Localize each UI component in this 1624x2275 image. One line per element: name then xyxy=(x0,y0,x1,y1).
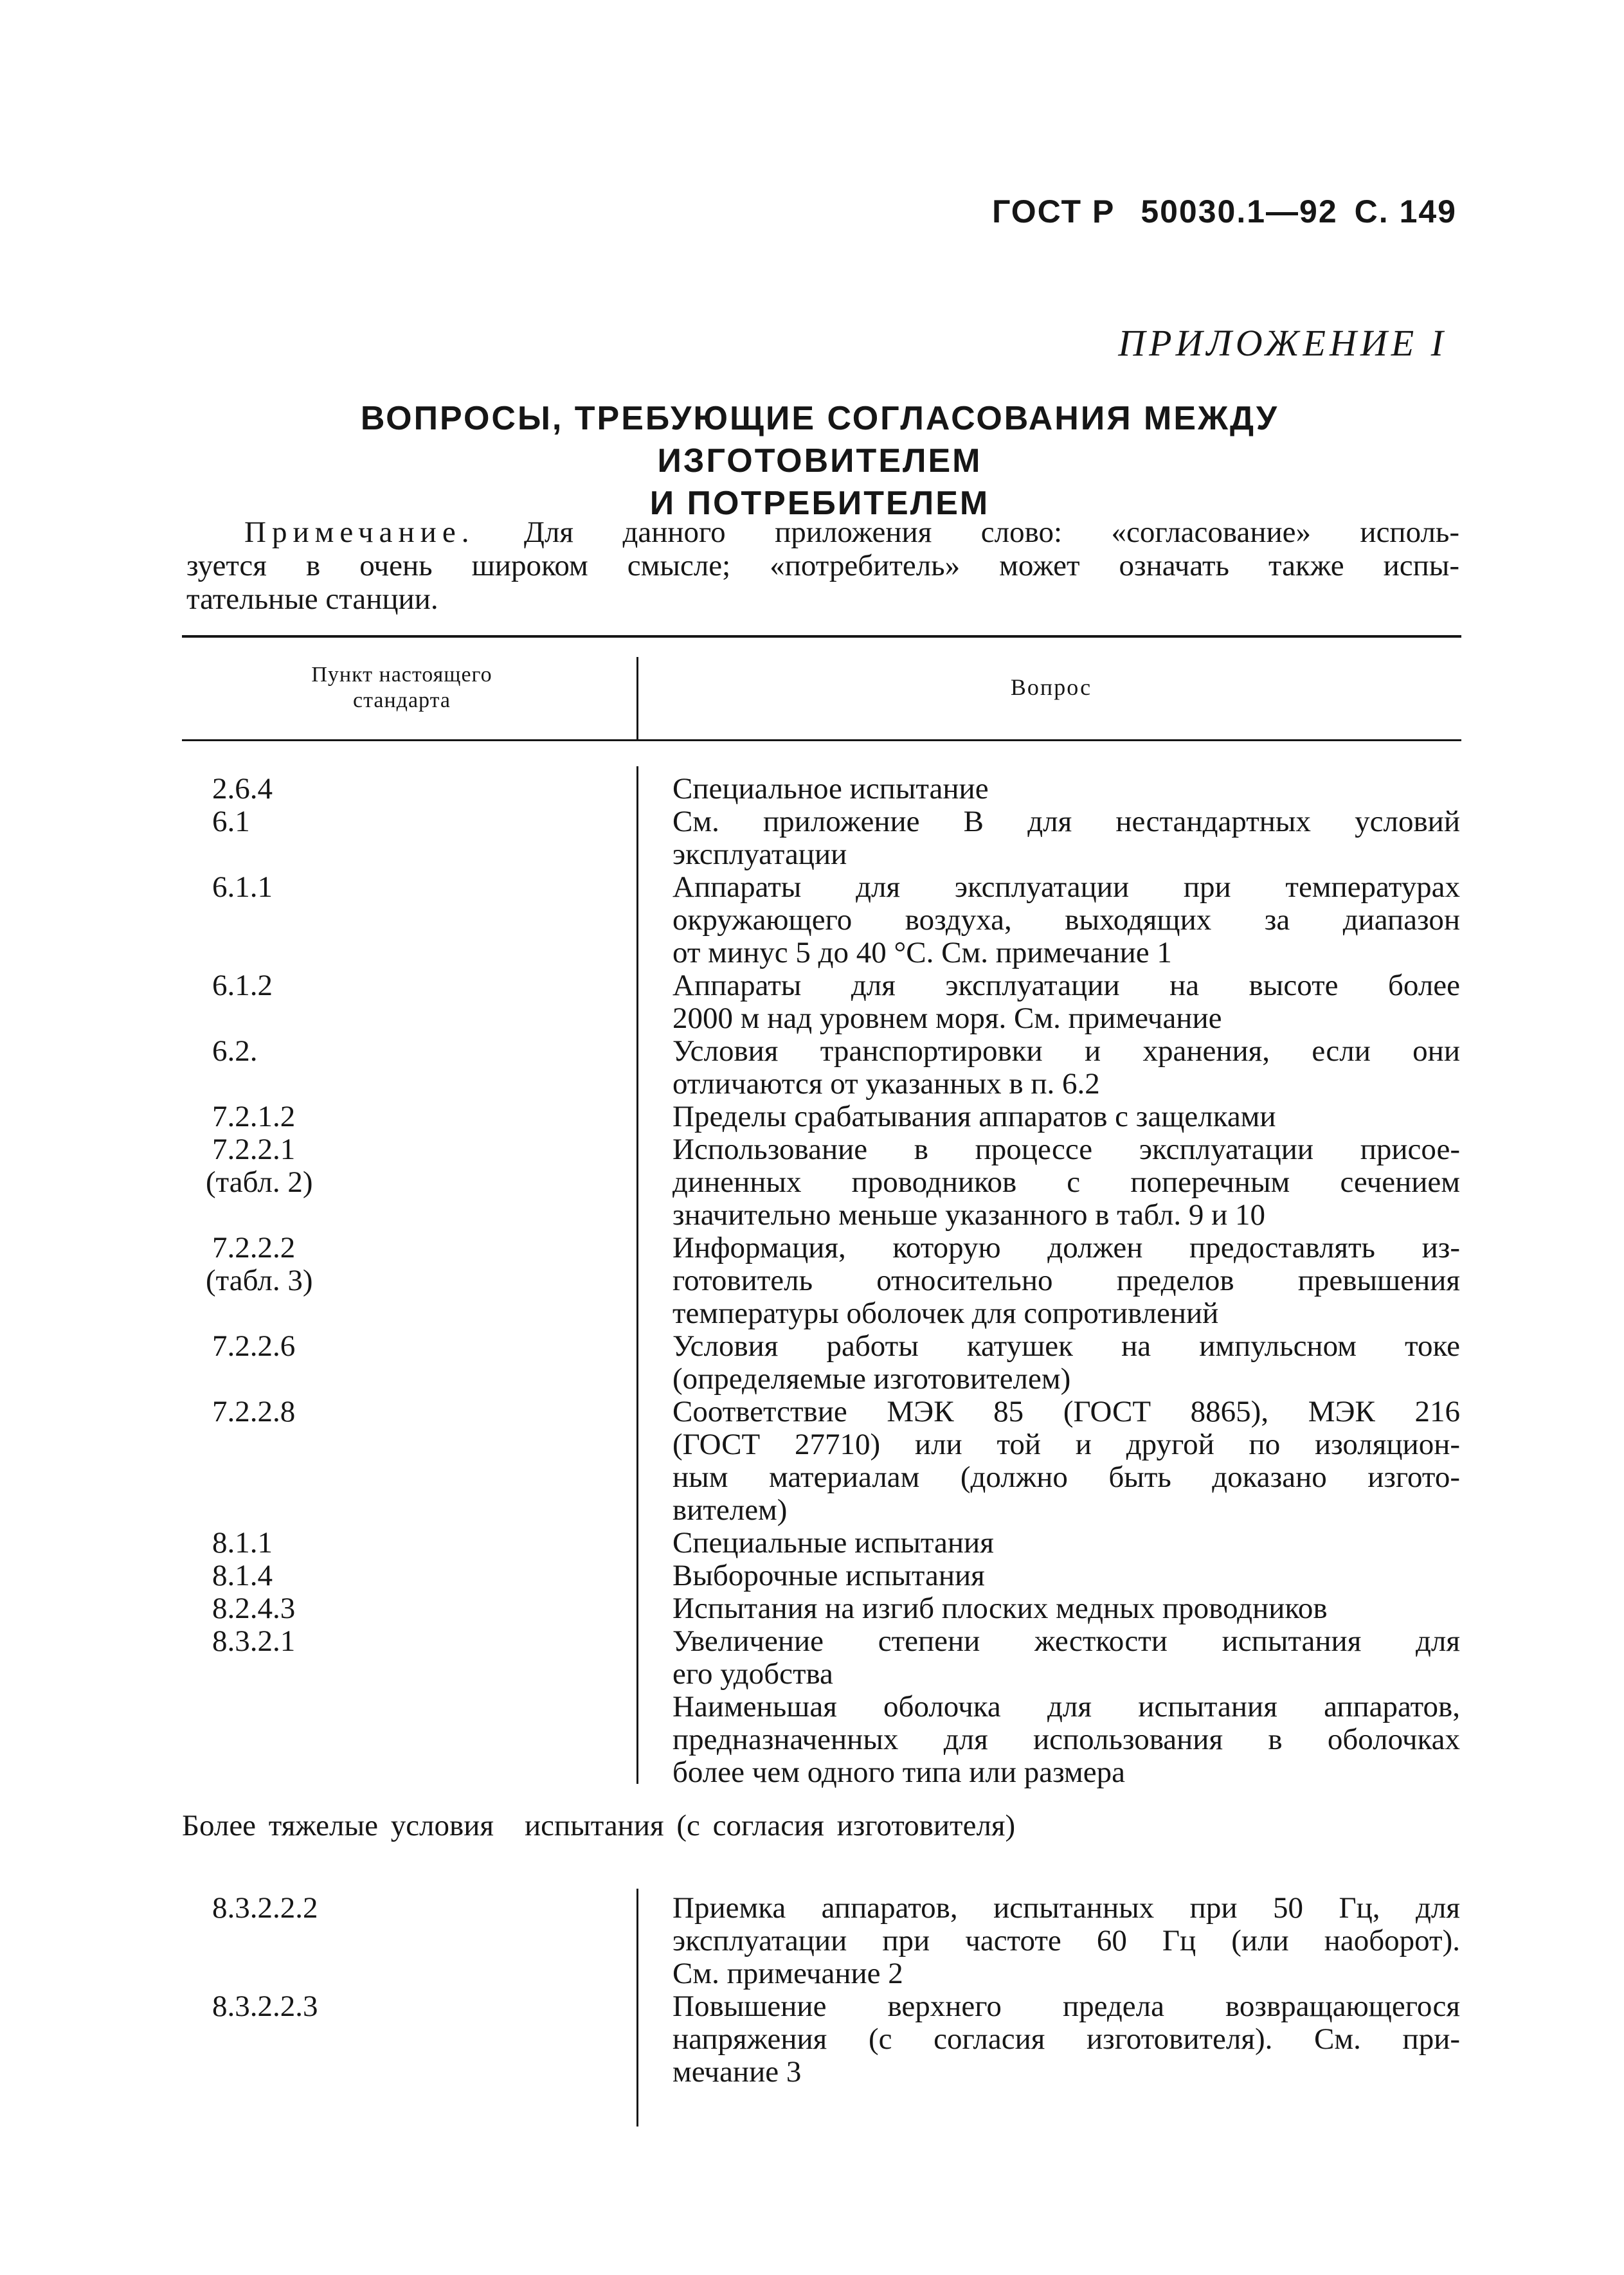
table-row xyxy=(0,1396,1624,1527)
question-cell xyxy=(672,1560,1460,1592)
column-header-question: Вопрос xyxy=(1010,674,1092,700)
question-cell xyxy=(672,805,1460,871)
standard-designation: ГОСТ Р xyxy=(992,193,1115,229)
note-line-2: зуется в очень широком смысле; «потребитель» может означать также испы- xyxy=(186,549,1459,582)
clause-number: (табл. 2) xyxy=(206,1165,313,1199)
appendix-label: ПРИЛОЖЕНИЕ I xyxy=(1118,322,1447,364)
question-line: более чем одного типа или размера xyxy=(672,1756,1125,1789)
table-row xyxy=(0,1560,1624,1592)
table-row xyxy=(0,969,1624,1035)
table-top-rule xyxy=(182,635,1461,638)
table-row xyxy=(0,1691,1624,1789)
question-line: Пределы срабатывания аппаратов с защелками xyxy=(672,1100,1276,1133)
table-row xyxy=(0,1625,1624,1691)
question-line: Специальное испытание xyxy=(672,772,989,805)
title-line-2: И ПОТРЕБИТЕЛЕМ xyxy=(649,485,990,522)
table-row xyxy=(0,773,1624,805)
question-line: Информация, которую должен предоставлять из- xyxy=(672,1231,1460,1264)
table-body-2 xyxy=(0,1892,1624,2089)
clause-cell xyxy=(0,871,591,969)
clause-number: 6.1.1 xyxy=(212,870,273,904)
clause-cell xyxy=(0,1101,591,1133)
table-row xyxy=(0,1035,1624,1101)
question-line: Специальные испытания xyxy=(672,1526,994,1560)
question-line: готовитель относительно пределов превышения xyxy=(672,1264,1460,1297)
question-line: Повышение верхнего предела возвращающегося xyxy=(672,1990,1460,2023)
running-header xyxy=(992,193,1457,230)
question-cell xyxy=(672,969,1460,1035)
question-line: его удобства xyxy=(672,1657,833,1691)
page-number: С. 149 xyxy=(1354,193,1457,229)
clause-number: 6.2. xyxy=(212,1034,258,1068)
table-subheading: Более тяжелые условия испытания (с согласия изготовителя) xyxy=(182,1809,1016,1842)
question-line: (определяемые изготовителем) xyxy=(672,1362,1071,1396)
question-line: Аппараты для эксплуатации на высоте более xyxy=(672,969,1460,1002)
question-line: См. примечание 2 xyxy=(672,1957,903,1990)
clause-cell xyxy=(0,1396,591,1527)
header-column-divider xyxy=(636,657,638,739)
question-line: Использование в процессе эксплуатации присое- xyxy=(672,1133,1460,1166)
clause-number: 8.2.4.3 xyxy=(212,1592,296,1625)
table-row xyxy=(0,1101,1624,1133)
question-line: диненных проводников с поперечным сечением xyxy=(672,1165,1460,1199)
clause-number: 2.6.4 xyxy=(212,772,273,805)
question-cell xyxy=(672,1990,1460,2089)
clause-number: 8.3.2.1 xyxy=(212,1624,296,1658)
question-line: Аппараты для эксплуатации при температурах xyxy=(672,870,1460,904)
column-header-clause: Пункт настоящего стандарта xyxy=(311,663,492,712)
question-line: отличаются от указанных в п. 6.2 xyxy=(672,1067,1100,1101)
table-body xyxy=(0,773,1624,1789)
table-row xyxy=(0,1232,1624,1330)
question-line: напряжения (с согласия изготовителя). См. при- xyxy=(672,2022,1460,2056)
question-cell xyxy=(672,1691,1460,1789)
question-line: эксплуатации xyxy=(672,838,847,871)
clause-cell xyxy=(0,1527,591,1560)
question-line: Наименьшая оболочка для испытания аппаратов, xyxy=(672,1690,1460,1723)
clause-number: 8.3.2.2.2 xyxy=(212,1891,318,1925)
clause-cell xyxy=(0,1232,591,1330)
question-cell xyxy=(672,1035,1460,1101)
question-line: См. приложение В для нестандартных условий xyxy=(672,805,1460,838)
clause-number: 6.1 xyxy=(212,805,250,838)
question-line: (ГОСТ 27710) или той и другой по изоляцион- xyxy=(672,1428,1460,1461)
note-paragraph xyxy=(186,516,1459,616)
question-line: 2000 м над уровнем моря. См. примечание xyxy=(672,1002,1222,1035)
question-line: предназначенных для использования в оболочках xyxy=(672,1723,1460,1756)
clause-number: 7.2.2.8 xyxy=(212,1395,296,1428)
table-row xyxy=(0,871,1624,969)
clause-cell xyxy=(0,1133,591,1232)
question-line: значительно меньше указанного в табл. 9 и 10 xyxy=(672,1198,1266,1232)
question-line: Соответствие МЭК 85 (ГОСТ 8865), МЭК 216 xyxy=(672,1395,1460,1428)
question-cell xyxy=(672,1592,1460,1625)
standard-number: 50030.1—92 xyxy=(1141,193,1338,229)
question-cell xyxy=(672,871,1460,969)
table-row xyxy=(0,1990,1624,2089)
question-line: Увеличение степени жесткости испытания для xyxy=(672,1624,1460,1658)
title-line-1: ВОПРОСЫ, ТРЕБУЮЩИЕ СОГЛАСОВАНИЯ МЕЖДУ ИЗГОТОВИТЕЛЕМ xyxy=(360,400,1279,480)
clause-cell xyxy=(0,969,591,1035)
table-row xyxy=(0,805,1624,871)
clause-cell xyxy=(0,1330,591,1396)
question-line: Условия работы катушек на импульсном токе xyxy=(672,1329,1460,1363)
question-cell xyxy=(672,1232,1460,1330)
table-header-rule xyxy=(182,739,1461,741)
clause-cell xyxy=(0,1035,591,1101)
clause-cell xyxy=(0,1560,591,1592)
table-row xyxy=(0,1527,1624,1560)
clause-number: 7.2.2.1 xyxy=(212,1133,296,1166)
question-cell xyxy=(672,1396,1460,1527)
clause-number: 8.1.4 xyxy=(212,1559,273,1592)
question-cell xyxy=(672,1101,1460,1133)
question-cell xyxy=(672,1527,1460,1560)
question-line: Условия транспортировки и хранения, если они xyxy=(672,1034,1460,1068)
question-cell xyxy=(672,1625,1460,1691)
page-title xyxy=(193,397,1447,525)
question-line: от минус 5 до 40 °С. См. примечание 1 xyxy=(672,936,1172,969)
note-line-3: тательные станции. xyxy=(186,582,438,616)
question-line: вителем) xyxy=(672,1493,788,1527)
note-line-1: Примечание. Для данного приложения слово: «согласование» исполь- xyxy=(244,516,1460,549)
table-row xyxy=(0,1592,1624,1625)
table-row xyxy=(0,1330,1624,1396)
question-line: Выборочные испытания xyxy=(672,1559,985,1592)
table-row xyxy=(0,1892,1624,1990)
note-label: Примечание. xyxy=(244,516,475,549)
question-cell xyxy=(672,1330,1460,1396)
clause-cell xyxy=(0,805,591,871)
question-line: ным материалам (должно быть доказано изгото- xyxy=(672,1461,1460,1494)
question-line: эксплуатации при частоте 60 Гц (или наоборот). xyxy=(672,1924,1460,1957)
question-cell xyxy=(672,1133,1460,1232)
question-line: температуры оболочек для сопротивлений xyxy=(672,1297,1219,1330)
clause-cell xyxy=(0,1892,591,1990)
table-row xyxy=(0,1133,1624,1232)
clause-number: 8.1.1 xyxy=(212,1526,273,1560)
question-line: окружающего воздуха, выходящих за диапазон xyxy=(672,903,1460,937)
clause-cell xyxy=(0,1691,591,1789)
question-cell xyxy=(672,1892,1460,1990)
clause-number: 7.2.1.2 xyxy=(212,1100,296,1133)
clause-cell xyxy=(0,1990,591,2089)
clause-cell xyxy=(0,773,591,805)
clause-cell xyxy=(0,1625,591,1691)
clause-number: 8.3.2.2.3 xyxy=(212,1990,318,2023)
question-line: Испытания на изгиб плоских медных проводников xyxy=(672,1592,1328,1625)
clause-cell xyxy=(0,1592,591,1625)
clause-number: 6.1.2 xyxy=(212,969,273,1002)
clause-number: 7.2.2.2 xyxy=(212,1231,296,1264)
question-line: Приемка аппаратов, испытанных при 50 Гц, для xyxy=(672,1891,1460,1925)
question-line: мечание 3 xyxy=(672,2055,802,2089)
clause-number: (табл. 3) xyxy=(206,1264,313,1297)
clause-number: 7.2.2.6 xyxy=(212,1329,296,1363)
question-cell xyxy=(672,773,1460,805)
